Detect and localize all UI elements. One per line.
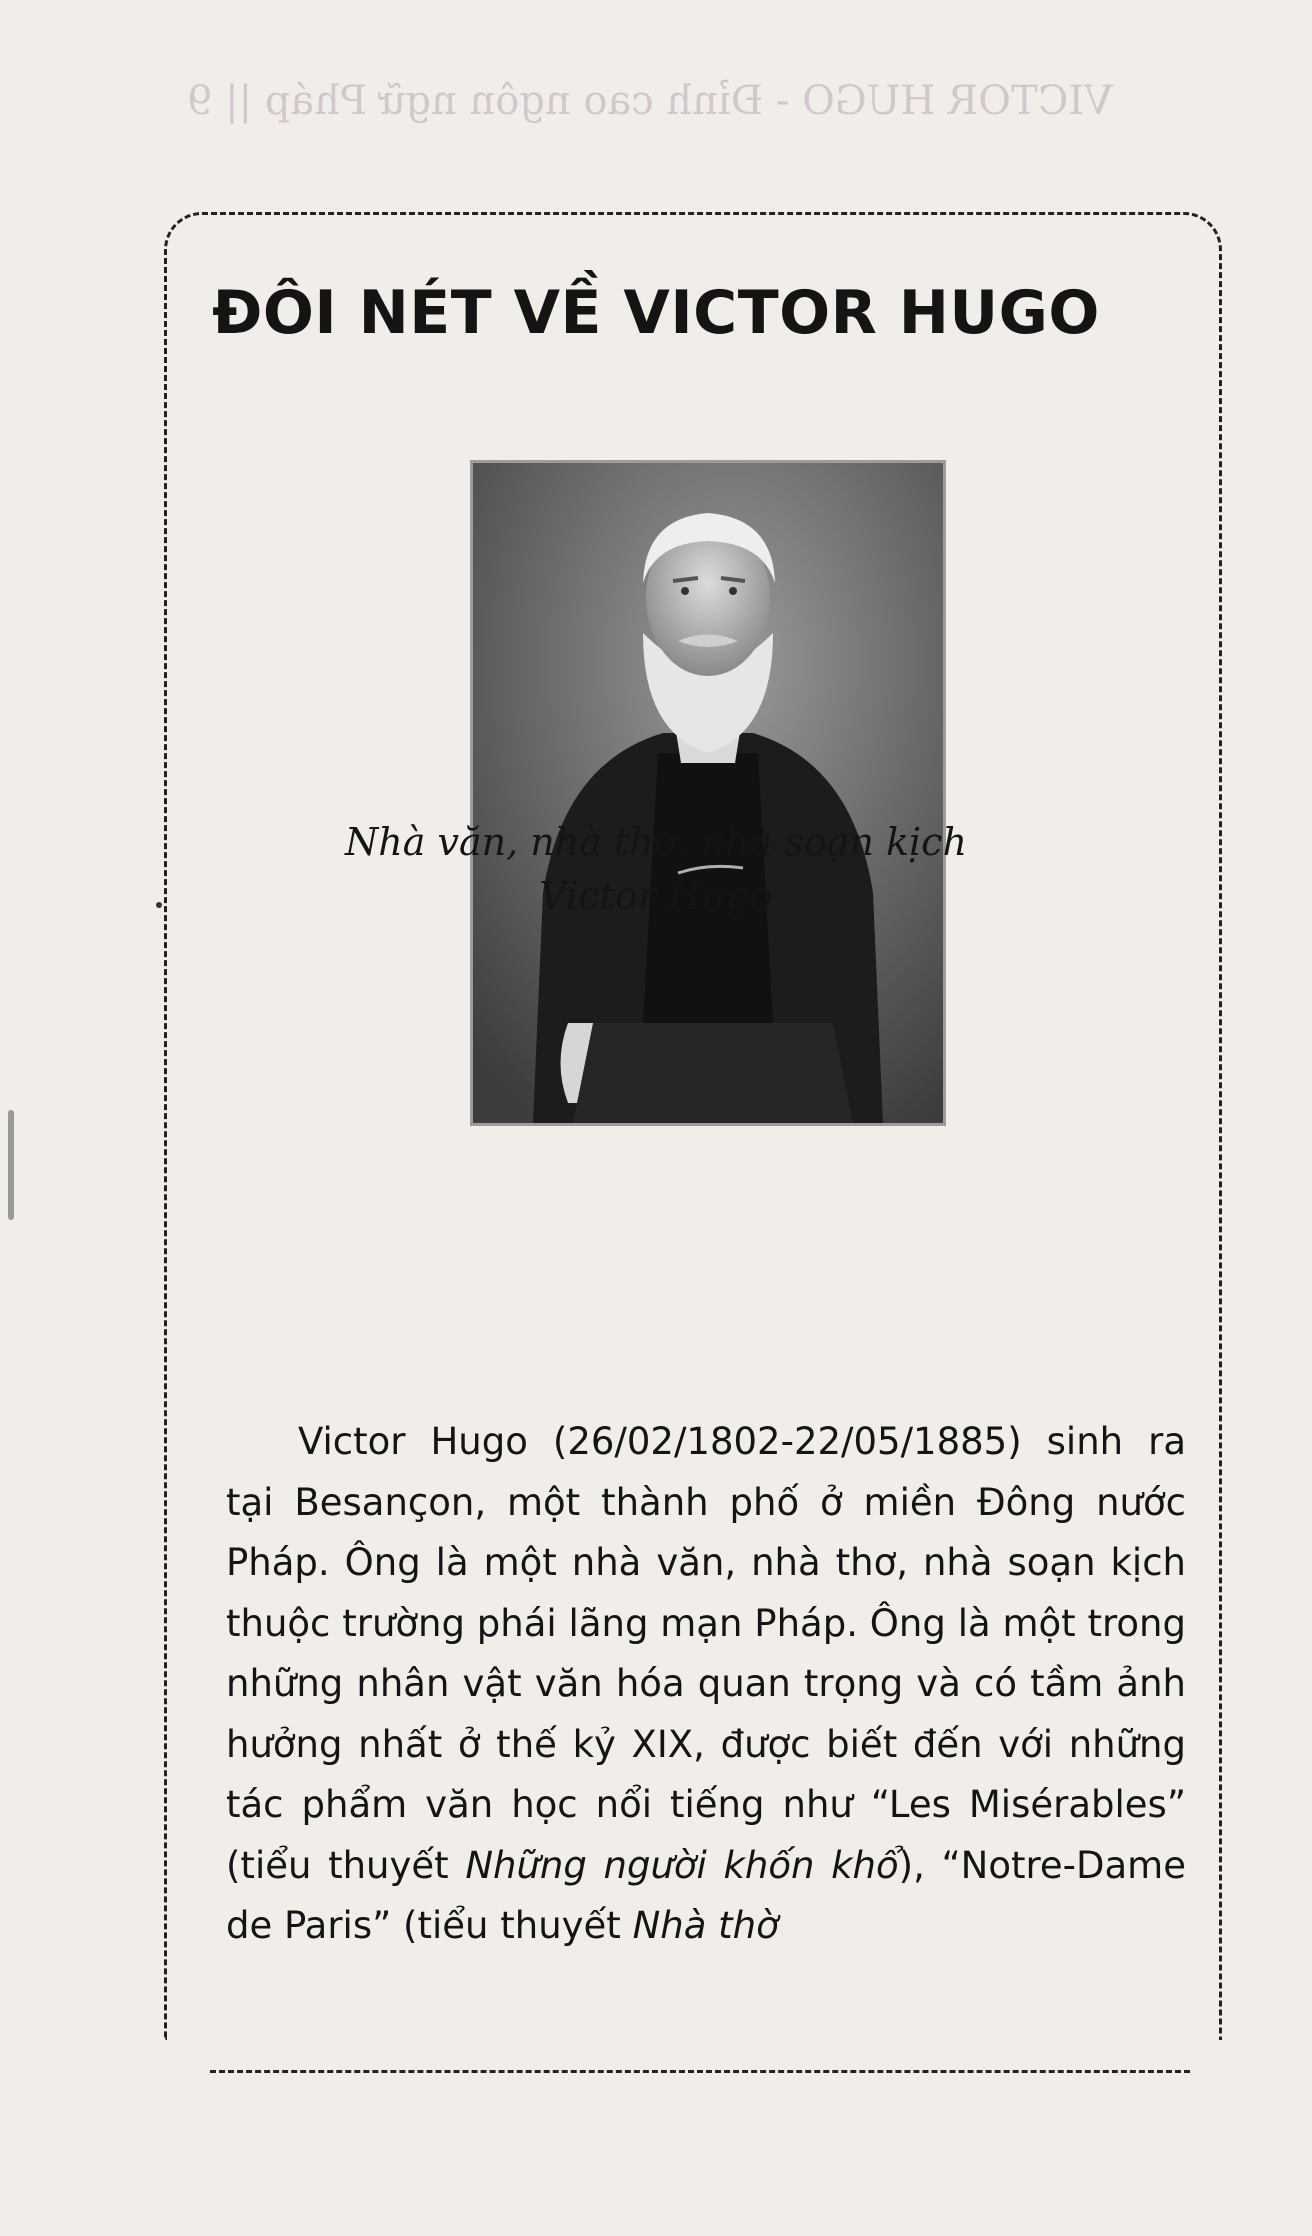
dashed-box-bottom <box>210 2070 1190 2073</box>
body-paragraph <box>226 1412 1186 1957</box>
portrait-illustration <box>473 463 943 1123</box>
portrait-photo <box>470 460 946 1126</box>
body-text-1: Victor Hugo (26/02/1802-22/05/1885) sinh ra tại Besançon, một thành phố ở miền Đông nước Pháp. Ông là một nhà văn, nhà thơ, nhà soạn kịch thuộc trường phái lãng mạn Pháp. Ông là một trong những nhân vật văn hóa quan trọng và có tầm ảnh hưởng nhất ở thế kỷ XIX, được biết đến với những tác phẩm văn học nổi tiếng như <box>226 1420 1186 1826</box>
work-title-1: “Les Misérables” <box>870 1783 1186 1826</box>
caption-line-1: Nhà văn, nhà thơ, nhà soạn kịch <box>345 820 967 864</box>
page-edge-mark <box>8 1110 14 1220</box>
body-text-2: (tiểu thuyết <box>226 1843 466 1887</box>
work-title-vn-1: Những người khốn khổ <box>465 1843 899 1887</box>
body-text-3: ), <box>898 1843 942 1887</box>
running-head-bleed: VICTOR HUGO - Đỉnh cao ngôn ngữ Pháp || 9 <box>187 78 1113 124</box>
work-title-2: “Notre-Dame de Paris” <box>226 1843 1186 1947</box>
section-title: ĐÔI NÉT VỀ VICTOR HUGO <box>212 278 1100 348</box>
body-text-4: (tiểu thuyết <box>391 1904 633 1947</box>
work-title-vn-2: Nhà thờ <box>632 1904 779 1947</box>
caption-line-2: Victor Hugo <box>539 874 773 918</box>
